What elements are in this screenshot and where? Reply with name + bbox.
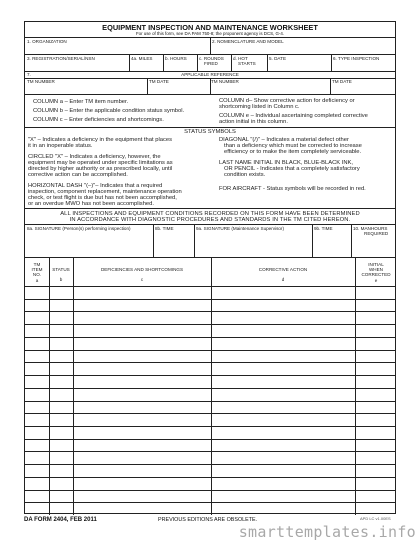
table-row[interactable] bbox=[25, 299, 395, 300]
status-circled-3: directed by higher authority or as prescribed locally, until bbox=[28, 166, 173, 172]
col-d-header-letter: d bbox=[281, 277, 285, 283]
column-d-help-1: COLUMN d– Show corrective action for deficiency or bbox=[219, 98, 355, 104]
col-e-header-line-3: CORRECTED bbox=[361, 272, 391, 278]
status-circled-4: corrective action can be accomplished. bbox=[28, 172, 128, 178]
hours-label: b. HOURS bbox=[165, 56, 187, 61]
manhours-label-1: 10. MANHOURS bbox=[353, 226, 388, 231]
hot-starts-label-1: d. HOT bbox=[233, 56, 248, 61]
status-last-name-2: OR PENCIL - Indicates that a completely satisfactory bbox=[224, 166, 360, 172]
col-a-header-line-2: ITEM bbox=[31, 267, 43, 273]
status-circled-2: equipment may be operated under specific limitations as bbox=[28, 160, 173, 166]
status-circled-1: CIRCLED "X" – Indicates a deficiency, however, the bbox=[28, 154, 161, 160]
table-row[interactable] bbox=[25, 451, 395, 452]
col-e-header bbox=[355, 262, 397, 283]
form-id: DA FORM 2404, FEB 2011 bbox=[24, 517, 97, 523]
inspection-statement-1: ALL INSPECTIONS AND EQUIPMENT CONDITIONS RECORDED ON THIS FORM HAVE BEEN DETERMINED bbox=[60, 211, 360, 217]
previous-editions-note: PREVIOUS EDITIONS ARE OBSOLETE. bbox=[158, 517, 258, 523]
status-diagonal-1: DIAGONAL "(/)" – Indicates a material defect other bbox=[219, 137, 349, 143]
status-x-1: "X" – Indicates a deficiency in the equipment that places bbox=[28, 137, 172, 143]
status-symbols-heading: STATUS SYMBOLS bbox=[184, 129, 236, 135]
status-x-2: it in an inoperable status. bbox=[28, 143, 93, 149]
applicable-reference-label: APPLICABLE REFERENCE bbox=[181, 72, 239, 77]
col-c-header-label: DEFICIENCIES AND SHORTCOMINGS bbox=[100, 267, 184, 272]
status-last-name-1: LAST NAME INITIAL IN BLACK, BLUE-BLACK INK, bbox=[219, 160, 354, 166]
col-d-header bbox=[211, 267, 355, 282]
tm-date-label-1: TM DATE bbox=[149, 79, 169, 84]
signature-8a-label: 8a. SIGNATURE (Person(s) performing inspection) bbox=[27, 226, 131, 231]
registration-label: 3. REGISTRATION/SERIAL/NSN bbox=[27, 56, 95, 61]
table-row[interactable] bbox=[25, 439, 395, 440]
col-a-header bbox=[25, 262, 49, 283]
table-row[interactable] bbox=[25, 311, 395, 312]
column-e-help-2: action initial in this column. bbox=[219, 119, 288, 125]
table-row[interactable] bbox=[25, 375, 395, 376]
organization-label: 1. ORGANIZATION bbox=[27, 39, 67, 44]
col-b-header-label: STATUS bbox=[52, 267, 70, 272]
table-row[interactable] bbox=[25, 413, 395, 414]
status-last-name-3: condition exists. bbox=[224, 172, 266, 178]
tm-number-label-1: TM NUMBER bbox=[27, 79, 55, 84]
hot-starts-label-2: STARTS bbox=[238, 61, 256, 66]
column-c-help: COLUMN c – Enter deficiencies and shortcomings. bbox=[33, 117, 164, 123]
col-a-header-line-3: NO. bbox=[32, 272, 42, 278]
table-row[interactable] bbox=[25, 426, 395, 427]
worksheet-form bbox=[24, 21, 396, 514]
tm-number-label-2: TM NUMBER bbox=[211, 79, 239, 84]
table-row[interactable] bbox=[25, 401, 395, 402]
table-row[interactable] bbox=[25, 490, 395, 491]
inspection-statement-2: IN ACCORDANCE WITH DIAGNOSTIC PROCEDURES AND STANDARDS IN THE TM CITED HEREON. bbox=[69, 217, 351, 223]
watermark: smarttemplates.info bbox=[238, 523, 416, 541]
col-d-header-label: CORRECTIVE ACTION bbox=[258, 267, 308, 272]
status-aircraft: FOR AIRCRAFT - Status symbols will be recorded in red. bbox=[219, 186, 366, 192]
miles-label: 4a. MILES bbox=[131, 56, 153, 61]
table-row[interactable] bbox=[25, 337, 395, 338]
tm-date-label-2: TM DATE bbox=[332, 79, 352, 84]
col-e-header-line-2: WHEN bbox=[368, 267, 384, 273]
status-dash-4: or an overdue MWO has not been accomplished. bbox=[28, 201, 154, 207]
col-b-header-letter: b bbox=[59, 277, 63, 283]
table-row[interactable] bbox=[25, 350, 395, 351]
table-row[interactable] bbox=[25, 477, 395, 478]
table-row[interactable] bbox=[25, 324, 395, 325]
manhours-label-2: REQUIRED bbox=[364, 231, 389, 236]
nomenclature-label: 2. NOMENCLATURE AND MODEL bbox=[212, 39, 284, 44]
table-row[interactable] bbox=[25, 502, 395, 503]
time-9b-label: 9b. TIME bbox=[314, 226, 333, 231]
form-subtitle: For use of this form, see DA PAM 750-8; the proponent agency is DCS, G-4. bbox=[135, 31, 285, 36]
col-a-header-line-1: TM bbox=[33, 262, 41, 267]
column-b-help: COLUMN b – Enter the applicable condition status symbol. bbox=[33, 108, 185, 114]
col-b-header bbox=[49, 267, 73, 282]
status-diagonal-2: than a deficiency which must be corrected to increase bbox=[224, 143, 362, 149]
rounds-fired-label-1: c. ROUNDS bbox=[199, 56, 224, 61]
date-label: 5. DATE bbox=[269, 56, 287, 61]
col-a-header-letter: a bbox=[35, 277, 39, 283]
column-a-help: COLUMN a – Enter TM item number. bbox=[33, 99, 129, 105]
table-row[interactable] bbox=[25, 464, 395, 465]
rounds-fired-label-2: FIRED bbox=[204, 61, 218, 66]
table-row[interactable] bbox=[25, 388, 395, 389]
col-e-header-line-1: INITIAL bbox=[368, 262, 384, 267]
col-c-header-letter: c bbox=[140, 277, 144, 283]
reference-number: 7. bbox=[27, 72, 31, 77]
status-dash-1: HORIZONTAL DASH "(–)"– Indicates that a required bbox=[28, 183, 163, 189]
time-8b-label: 8b. TIME bbox=[155, 226, 174, 231]
status-dash-3: check, or test flight is due but has not been accomplished, bbox=[28, 195, 177, 201]
apd-version: APD LC v1.00ES bbox=[360, 516, 391, 521]
signature-9a-label: 9a. SIGNATURE (Maintenance Supervisor) bbox=[196, 226, 284, 231]
status-diagonal-3: efficiency or to make the item completely serviceable. bbox=[224, 149, 362, 155]
col-c-header bbox=[73, 267, 211, 282]
type-inspection-label: 6. TYPE INSPECTION bbox=[333, 56, 380, 61]
status-dash-2: inspection, component replacement, maintenance operation bbox=[28, 189, 182, 195]
form-title: EQUIPMENT INSPECTION AND MAINTENANCE WORKSHEET bbox=[102, 23, 318, 32]
column-d-help-2: shortcoming listed in Column c. bbox=[219, 104, 300, 110]
col-e-header-letter: e bbox=[374, 277, 378, 283]
column-e-help-1: COLUMN e – Individual ascertaining completed corrective bbox=[219, 113, 368, 119]
table-row[interactable] bbox=[25, 362, 395, 363]
